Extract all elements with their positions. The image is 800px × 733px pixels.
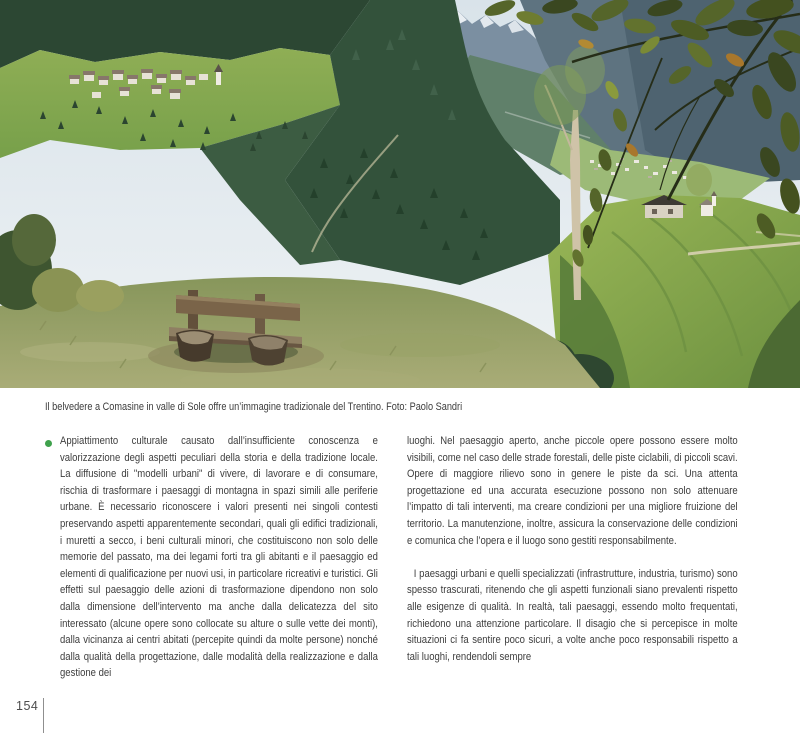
text-column-right	[407, 433, 738, 665]
photo-caption: Il belvedere a Comasine in valle di Sole offre un’immagine tradizionale del Trentino. Foto: Paolo Sandri	[45, 401, 463, 413]
paragraph-continuation: luoghi. Nel paesaggio aperto, anche piccole opere possono essere molto visibili, come nel caso delle strade forestali, delle piste ciclabili, di piccoli scavi. Opere di maggiore rilievo sono in genere le piste da sci. Una attenta progettazione ed una accurata esecuzione possono non solo attenuare l’impatto di tali interventi, ma creare condizioni per una migliore fruizione del territorio. La manutenzione, inoltre, assicura la conservazione delle condizioni e comunica che l’opera e il luogo sono gestiti responsabilmente.	[407, 435, 738, 547]
church-tower	[216, 72, 221, 85]
bench-log-right	[248, 335, 288, 366]
text-column-left	[60, 433, 378, 682]
lone-tree	[686, 164, 712, 196]
paragraph-second: I paesaggi urbani e quelli specializzati (infrastrutture, industria, turismo) sono spesso trascurati, ritenendo che gli aspetti funzionali siano prevalenti rispetto alle esigenze di qualità. In realtà, tali paesaggi, essendo molto frequentati, richiedono una attenzione particolare. Il disagio che si percepisce in molte situazioni ci fa sentire poco sicuri, a volte anche poco responsabili rispetto a tali luoghi, rendendoli sempre	[407, 567, 738, 663]
bullet-paragraph: Appiattimento culturale causato dall’insufficiente conoscenza e valorizzazione degli aspetti peculiari della storia e della tradizione locale. La diffusione di "modelli urbani" di vivere, di lavorare e di consumare, rischia di trasformare i paesaggi di montagna in spazi simili alle periferie urbane. È necessario riconoscere i valori presenti nei singoli contesti preservando aspetti apparentemente secondari, quali gli edifici tradizionali, i muretti a secco, i beni culturali minori, che costituiscono non solo delle memorie del passato, ma dei legami forti tra gli abitanti e il paesaggio ed elementi di qualificazione per nuovi usi, in particolare ricreativi e turistici. Gli effetti sul paesaggio delle azioni di trasformazione dipendono non solo dalla dimensione dell’intervento ma anche dalla delicatezza del sito interessato (alcune opere sono collocate su alture o sulle vette dei monti), dalla vicinanza ai centri abitati (percepite quindi da molte persone) nonché dalla qualità della progettazione, dalle modalità della realizzazione e dalla gestione dei	[60, 435, 378, 680]
page-number: 154	[16, 699, 39, 713]
page-number-rule	[43, 698, 44, 733]
list-bullet-icon	[45, 440, 52, 447]
bench-log-left	[176, 330, 214, 362]
